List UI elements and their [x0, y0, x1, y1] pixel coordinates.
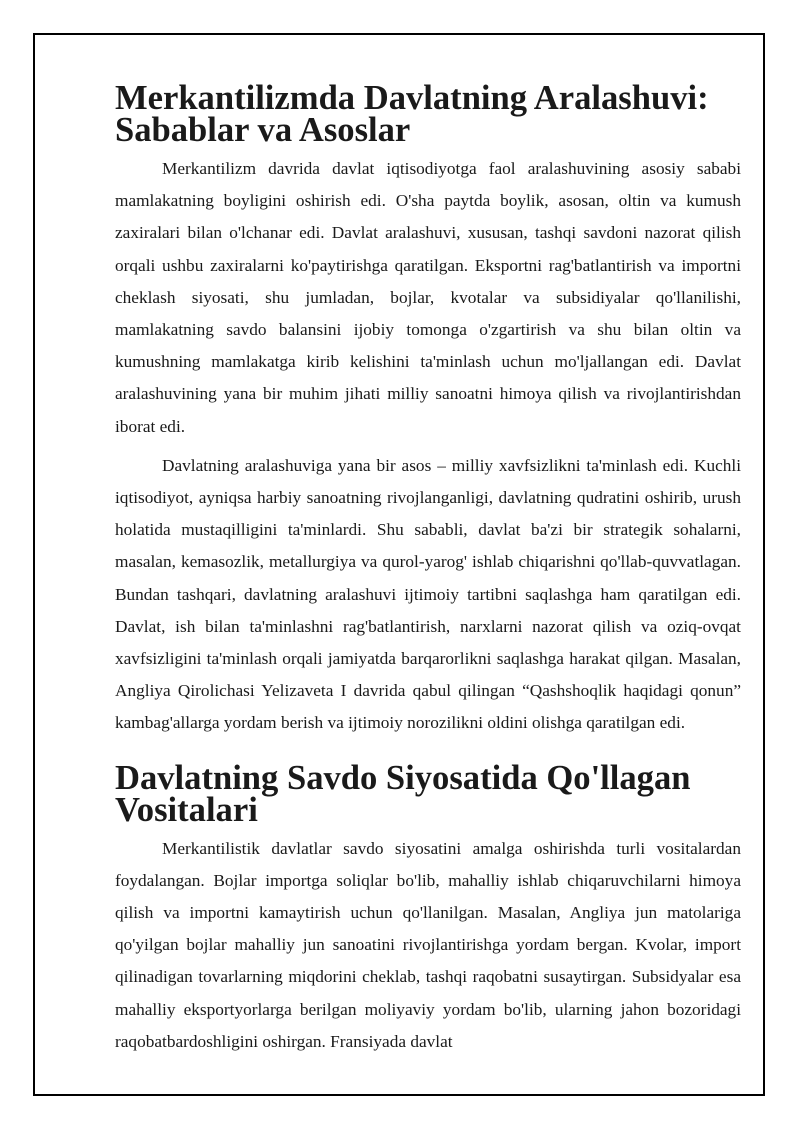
- paragraph: Davlatning aralashuviga yana bir asos – milliy xavfsizlikni ta'minlash edi. Kuchli iqtisodiyot, ayniqsa harbiy sanoatning rivojlanganligi, davlatning qudratini oshirib, urush holatida mustaqilligini ta'minlardi. Shu sababli, davlat ba'zi bir strategik sohalarni, masalan, kemasozlik, metallurgiya va qurol-yarog' ishlab chiqarishni qo'llab-quvvatlagan. Bundan tashqari, davlatning aralashuvi ijtimoiy tartibni saqlashga ham qaratilgan edi. Davlat, ish bilan ta'minlashni rag'batlantirish, narxlarni nazorat qilish va oziq-ovqat xavfsizligini ta'minlash orqali jamiyatda barqarorlikni saqlashga harakat qilgan. Masalan, Angliya Qirolichasi Yelizaveta I davrida qabul qilingan “Qashshoqlik haqidagi qonun” kambag'allarga yordam berish va ijtimoiy norozilikni oldini olishga qaratilgan edi.: [115, 455, 741, 733]
- section-heading-trade-policy-tools: Davlatning Savdo Siyosatida Qo'llagan Vositalari: [115, 758, 691, 829]
- paragraph: Merkantilizm davrida davlat iqtisodiyotga faol aralashuvining asosiy sababi mamlakatning boyligini oshirish edi. O'sha paytda boylik, asosan, oltin va kumush zaxiralari bilan o'lchanar edi. Davlat aralashuvi, xususan, tashqi savdoni nazorat qilish orqali ushbu zaxiralarni ko'paytirishga qaratilgan. Eksportni rag'batlantirish va importni cheklash siyosati, shu jumladan, bojlar, kvotalar va subsidiyalar qo'llanilishi, mamlakatning savdo balansini ijobiy tomonga o'zgartirish va shu bilan oltin va kumushning mamlakatga kirib kelishini ta'minlash uchun mo'ljallangan edi. Davlat aralashuvining yana bir muhim jihati milliy sanoatni himoya qilish va rivojlantirishdan iborat edi.: [115, 159, 741, 436]
- section-heading-state-intervention: Merkantilizmda Davlatning Aralashuvi: Sabablar va Asoslar: [115, 79, 709, 149]
- document-body: [115, 79, 741, 1058]
- paragraph: Merkantilistik davlatlar savdo siyosatini amalga oshirishda turli vositalardan foydalangan. Bojlar importga soliqlar bo'lib, mahalliy ishlab chiqaruvchilarni himoya qilish va importni kamaytirish uchun qo'llanilgan. Masalan, Angliya jun matolariga qo'yilgan bojlar mahalliy jun sanoatini rivojlantirishga yordam bergan. Kvolar, import qilinadigan tovarlarning miqdorini cheklab, tashqi raqobatni susaytirgan. Subsidyalar esa mahalliy eksportyorlarga berilgan moliyaviy yordam bo'lib, ularning jahon bozoridagi raqobatbardoshligini oshirgan. Fransiyada davlat: [115, 838, 741, 1051]
